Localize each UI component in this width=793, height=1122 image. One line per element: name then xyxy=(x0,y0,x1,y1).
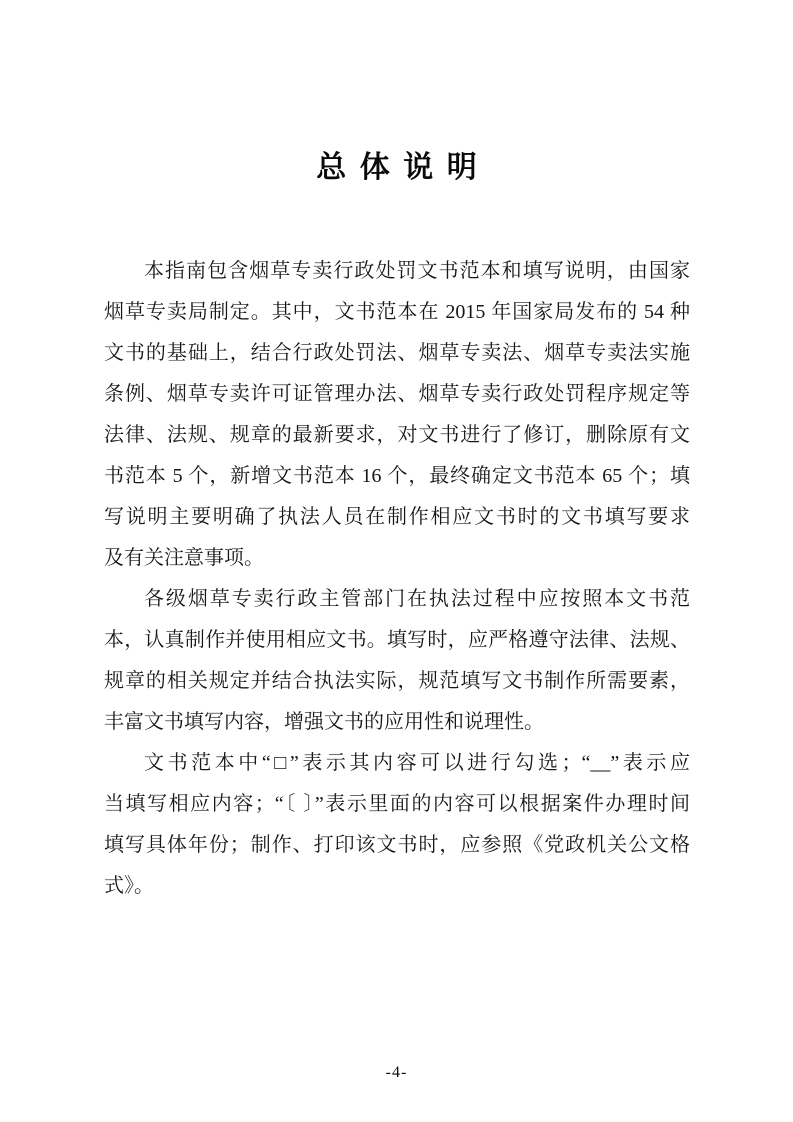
text-line: 条例、烟草专卖许可证管理办法、烟草专卖行政处罚程序规定等 xyxy=(104,383,690,405)
page-number: -4- xyxy=(385,1064,408,1081)
body-text xyxy=(104,251,690,907)
text-line: 及有关注意事项。 xyxy=(104,547,264,569)
text-line: 规章的相关规定并结合执法实际，规范填写文书制作所需要素， xyxy=(104,670,690,692)
text-line: 本指南包含烟草专卖行政处罚文书范本和填写说明，由国家 xyxy=(144,260,690,282)
text-line: 写说明主要明确了执法人员在制作相应文书时的文书填写要求 xyxy=(104,506,690,528)
text-line: 文书的基础上，结合行政处罚法、烟草专卖法、烟草专卖法实施 xyxy=(104,342,690,364)
text-line: 填写具体年份；制作、打印该文书时，应参照《党政机关公文格 xyxy=(104,834,690,856)
text-line: 式》。 xyxy=(104,875,154,897)
paragraph xyxy=(104,251,690,579)
page-title: 总 体 说 明 xyxy=(316,151,477,184)
paragraph xyxy=(104,579,690,743)
text-line: 书范本 5 个，新增文书范本 16 个，最终确定文书范本 65 个；填 xyxy=(104,465,690,487)
text-line: 当填写相应内容；“〔 〕”表示里面的内容可以根据案件办理时间 xyxy=(104,793,690,815)
text-line: 本，认真制作并使用相应文书。填写时，应严格遵守法律、法规、 xyxy=(104,629,690,651)
text-line: 法律、法规、规章的最新要求，对文书进行了修订，删除原有文 xyxy=(104,424,690,446)
text-line: 丰富文书填写内容，增强文书的应用性和说理性。 xyxy=(104,711,544,733)
paragraph xyxy=(104,743,690,907)
text-line: 文书范本中“□”表示其内容可以进行勾选；“__”表示应 xyxy=(144,752,690,774)
text-line: 各级烟草专卖行政主管部门在执法过程中应按照本文书范 xyxy=(144,588,690,610)
text-line: 烟草专卖局制定。其中，文书范本在 2015 年国家局发布的 54 种 xyxy=(104,301,690,323)
